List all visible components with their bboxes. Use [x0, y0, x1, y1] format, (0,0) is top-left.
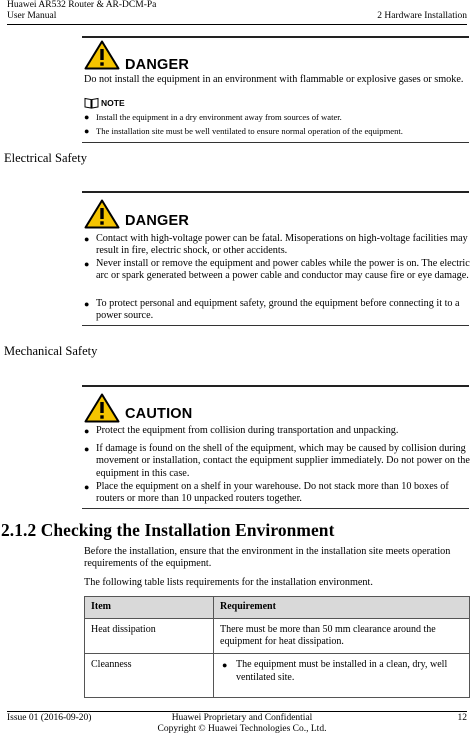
danger-text: Do not install the equipment in an environment with flammable or explosive gases or smoke. [84, 74, 464, 85]
section-heading-electrical: Electrical Safety [4, 151, 87, 165]
table-row [85, 654, 470, 698]
note-bottom-rule [82, 142, 469, 143]
book-icon [84, 97, 99, 109]
cell-item: Heat dissipation [85, 619, 214, 654]
caution-item-text: If damage is found on the shell of the equipment, which may be caused by collision during movement or installation, contact the equipment supplier immediately. Do not power on the equipment in this case. [96, 443, 470, 479]
table-intro-paragraph: The following table lists requirements for the installation environment. [84, 577, 373, 588]
header-divider [7, 24, 467, 25]
header-chapter: 2 Hardware Installation [377, 11, 467, 21]
danger-top-rule [82, 36, 469, 38]
requirements-table [84, 596, 470, 698]
danger-item-text: Contact with high-voltage power can be fatal. Misoperations on high-voltage facilities may result in fire, electric shock, or other accidents. [96, 233, 468, 257]
danger-item-text: Never install or remove the equipment and power cables while the power is on. The electric arc or spark generated between a power cable and conductor may cause fire or eye damage. [96, 258, 470, 282]
header-product: Huawei AR532 Router & AR-DCM-Pa [7, 0, 157, 10]
warning-triangle-icon [84, 199, 120, 229]
page-header [7, 0, 467, 24]
warning-triangle-icon [84, 40, 120, 70]
footer-divider [7, 711, 467, 712]
intro-paragraph: Before the installation, ensure that the environment in the installation site meets operation requirements of the equipment. [84, 546, 451, 570]
caution-item-text: Protect the equipment from collision during transportation and unpacking. [96, 425, 399, 436]
cell-bullet-text: The equipment must be installed in a clean, dry, well ventilated site. [236, 659, 448, 683]
note-label: NOTE [101, 98, 125, 108]
cell-requirement [214, 654, 470, 698]
danger-item-text: To protect personal and equipment safety, ground the equipment before connecting it to a power source. [96, 298, 460, 322]
table-header-row [85, 597, 470, 619]
section-heading-mechanical: Mechanical Safety [4, 344, 98, 358]
danger-label: DANGER [125, 213, 190, 229]
danger-label: DANGER [125, 57, 190, 73]
cell-requirement: There must be more than 50 mm clearance around the equipment for heat dissipation. [214, 619, 470, 654]
header-doc-type: User Manual [7, 11, 57, 21]
cell-item: Cleanness [85, 654, 214, 698]
page-number: 12 [457, 713, 467, 723]
note-item-text: Install the equipment in a dry environment away from sources of water. [96, 112, 342, 122]
footer-issue: Issue 01 (2016-09-20) [7, 713, 92, 723]
danger-top-rule [82, 191, 469, 193]
caution-bottom-rule [82, 508, 469, 509]
section-heading-2-1-2: 2.1.2 Checking the Installation Environment [1, 520, 335, 540]
danger-bottom-rule [82, 325, 469, 326]
warning-triangle-icon [84, 393, 120, 423]
caution-item-text: Place the equipment on a shelf in your warehouse. Do not stack more than 10 boxes of routers or more than 10 unpacked routers together. [96, 481, 449, 505]
table-row [85, 619, 470, 654]
column-header-item: Item [85, 597, 214, 619]
caution-top-rule [82, 385, 469, 387]
caution-label: CAUTION [125, 406, 193, 422]
note-item-text: The installation site must be well ventilated to ensure normal operation of the equipment. [96, 126, 403, 136]
footer-confidential: Huawei Proprietary and Confidential [171, 713, 313, 723]
column-header-requirement: Requirement [214, 597, 470, 619]
footer-copyright: Copyright © Huawei Technologies Co., Ltd. [157, 724, 327, 734]
cell-bullet: ● The equipment must be installed in a clean, dry, well ventilated site. [222, 659, 448, 683]
